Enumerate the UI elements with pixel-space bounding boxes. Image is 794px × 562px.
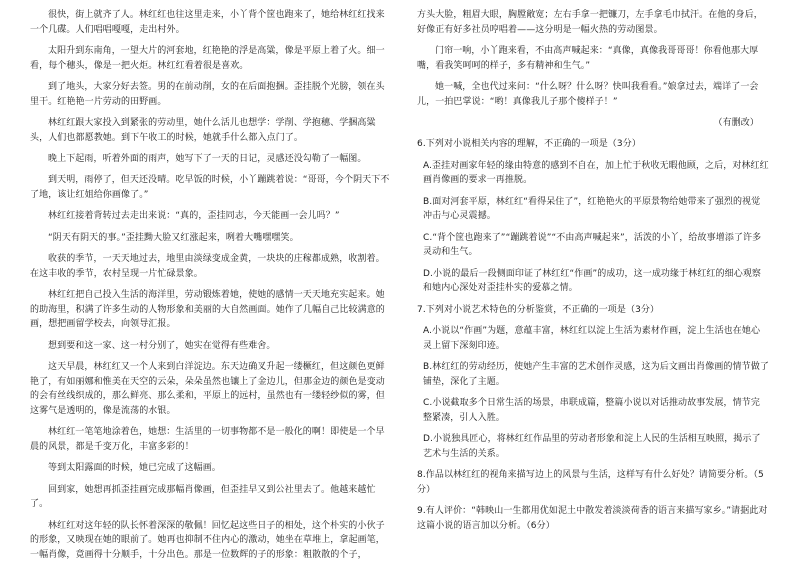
story-paragraph: 太阳升到东南角，一望大片的河套地，红艳艳的浮是高粱，像是平原上着了火。细一看，每个穗头，像是一把火炬。林红红看着很是喜欢。: [30, 45, 385, 71]
story-paragraph: 到天明，雨停了，但天还没晴。吃早饭的时候，小丫蹦跳着说：“哥哥，今个阴天下不了地，该让红姐给你画像了。”: [30, 175, 390, 200]
question-7-option-d: D.小说独具匠心，将林红红作品里的劳动者形象和淀上人民的生活相互映照，揭示了艺术与生活的关系。: [423, 434, 761, 459]
question-7-option-b: B.林红红的劳动经历，使她产生丰富的艺术创作灵感，这为后文画出肖像画的情节做了铺垫，深化了主题。: [423, 362, 769, 387]
story-paragraph: 很快，街上就齐了人。林红红也往这里走来，小丫背个筐也跑来了，她给林红红找来一个几碟。人们唱唱嘎嘎，走出村外。: [30, 10, 385, 35]
question-6-option-a: A.歪挂对画家年轻的缘由特意的感到不自在，加上忙于秋收无暇他顾，之后，对林红红画肖像画的要求一再推脱。: [423, 160, 769, 186]
story-paragraph: 等到太阳露面的时候，她已完成了这幅画。: [48, 463, 221, 474]
story-paragraph: 想到要和这一家、这一村分别了，她实在觉得有些难舍。: [48, 340, 276, 351]
story-paragraph: 林红红跟大家投入到紧张的劳动里，她什么活儿也想学：学削、学抱穗、学捆高粱头，人们也都愿教她。到下午收工的时候，她就手什么都入点门了。: [30, 117, 376, 143]
story-paragraph: 晚上下起雨，听着外面的雨声，她写下了一天的日记，灵感还没勾勒了一幅图。: [48, 153, 367, 164]
story-paragraph: 林红红把自己投入生活的海洋里，劳动锻炼着她，使她的感情一天天地充实起来。她的助海里，积满了许多生动的人物形象和美丽的大自然画面。她作了几幅自己比较满意的画，想把画留学校去，向领导汇报。: [30, 290, 385, 330]
question-7-option-a: A.小说以“作画”为题，意蕴丰富，林红红以淀上生活为素材作画，淀上生活也在她心灵上留下深刻印迹。: [423, 326, 761, 351]
story-paragraph: 门帘一响，小丫跑来看，不由高声喊起来：“真像，真像我哥哥哥！你看他那大厚嘴，看我笑呵呵的样子，多有精神和生气。”: [417, 45, 759, 71]
story-column-left: [30, 8, 392, 560]
question-6-option-b: B.面对河套平原，林红红“看得呆住了”，红艳艳火的平原景物给她带来了强烈的视觉冲击与心灵震撼。: [423, 196, 761, 222]
story-paragraph: 回到家，她想再抓歪挂画完成那幅肖像画，但歪挂早又到公社里去了。他越来越忙了。: [30, 484, 376, 510]
question-7: 7.下列对小说艺术特色的分析鉴赏，不正确的一项是（3分）: [417, 304, 660, 315]
story-paragraph: 收获的季节，一天天地过去，地里由淡绿变成金黄，一块块的庄稼都成熟，收割着。在这丰收的季节，农村呈现一片忙碌景象。: [30, 254, 385, 279]
story-paragraph: 这天早晨，林红红又一个人来到白洋淀边。东天边确叉升起一缕橛红，但这颜色更鲜艳了，有如丽娜和惟美在天空的云朵，朵朵虽然也镶上了金边儿，但那金边的颜色是变动的会有丝线织成的，那么鲜亮、那么柔和，平原上的远村，虽然也有一缕轻纱似的雾，但这雾气是透明的，像是流荡的水银。: [30, 362, 385, 416]
question-6-option-c: C.“背个筐也跑来了”“蹦跳着说”“不由高声喊起来”，活泼的小丫，给故事增添了许多灵动和生气。: [423, 232, 762, 258]
story-column-right: [417, 8, 769, 560]
question-9: 9.有人评价：“韩映山一生都用优如泥土中散发着淡淡荷香的语言来描写家乡。”请据此对这篇小说的语言加以分析。（6分）: [417, 505, 768, 531]
question-6-option-d: D.小说的最后一段侧面印证了林红红“作画”的成功，这一成功缘于林红红的细心观察和她内心深处对歪挂朴实的爱慕之情。: [423, 268, 762, 294]
story-paragraph: 林红红接着背转过去走出来说：“真的，歪挂同志，今天能画一会儿吗？”: [48, 211, 340, 222]
story-paragraph: 林红红对这年轻的队长怀着深深的敬佩！回忆起这些日子的相处，这个朴实的小伙子的形象，又映现在她的眼前了。她再也抑制不住内心的激动，她坐在草堆上，拿起画笔，一幅肖像，竟画得十分顺手，十分出色。那是一位数辉的子的形象：粗散散的个子，: [30, 520, 385, 560]
question-8: 8.作品以林红红的视角来描写边上的风景与生活，这样写有什么好处？请简要分析。（5分）: [417, 470, 764, 495]
question-7-option-c: C.小说截取多个日常生活的场景，串联成篇，整篇小说以对话推动故事发展，情节完整紧凑，引人入胜。: [423, 398, 760, 423]
story-paragraph: 林红红一笔笔地涂着色，她想：生活里的一切事物都不是一般化的啊！即使是一个早晨的风景，都是千变万化，丰富多彩的！: [30, 427, 385, 452]
story-paragraph: 到了地头，大家分好去签。男的在前动削，女的在后面抱捆。歪挂脱个光膀，领在头里干。红艳艳一片劳动的田野画。: [30, 81, 385, 107]
story-paragraph: 方头大脸，粗眉大眼，胸膛敞宽；左右手拿一把镰刀，左手拿毛巾拭汗。在他的身后，好像正有好多社员哼唱着——这分明是一幅火热的劳动图景。: [417, 10, 763, 35]
question-6: 6.下列对小说相关内容的理解，不正确的一项是（3分）: [417, 139, 641, 150]
story-paragraph: 她一喊，全也代过来问：“什么呀？什么呀？快叫我看看。”娘拿过去，端详了一会儿，一拍巴掌说：“哟！真像我儿子那个傻样子！”: [417, 81, 759, 107]
source-note: （有删改）: [713, 117, 759, 128]
story-paragraph: “阴天有阴天的事。”歪挂黝大脸又红涨起来，咧着大嘴嘿嘿笑。: [48, 232, 299, 243]
